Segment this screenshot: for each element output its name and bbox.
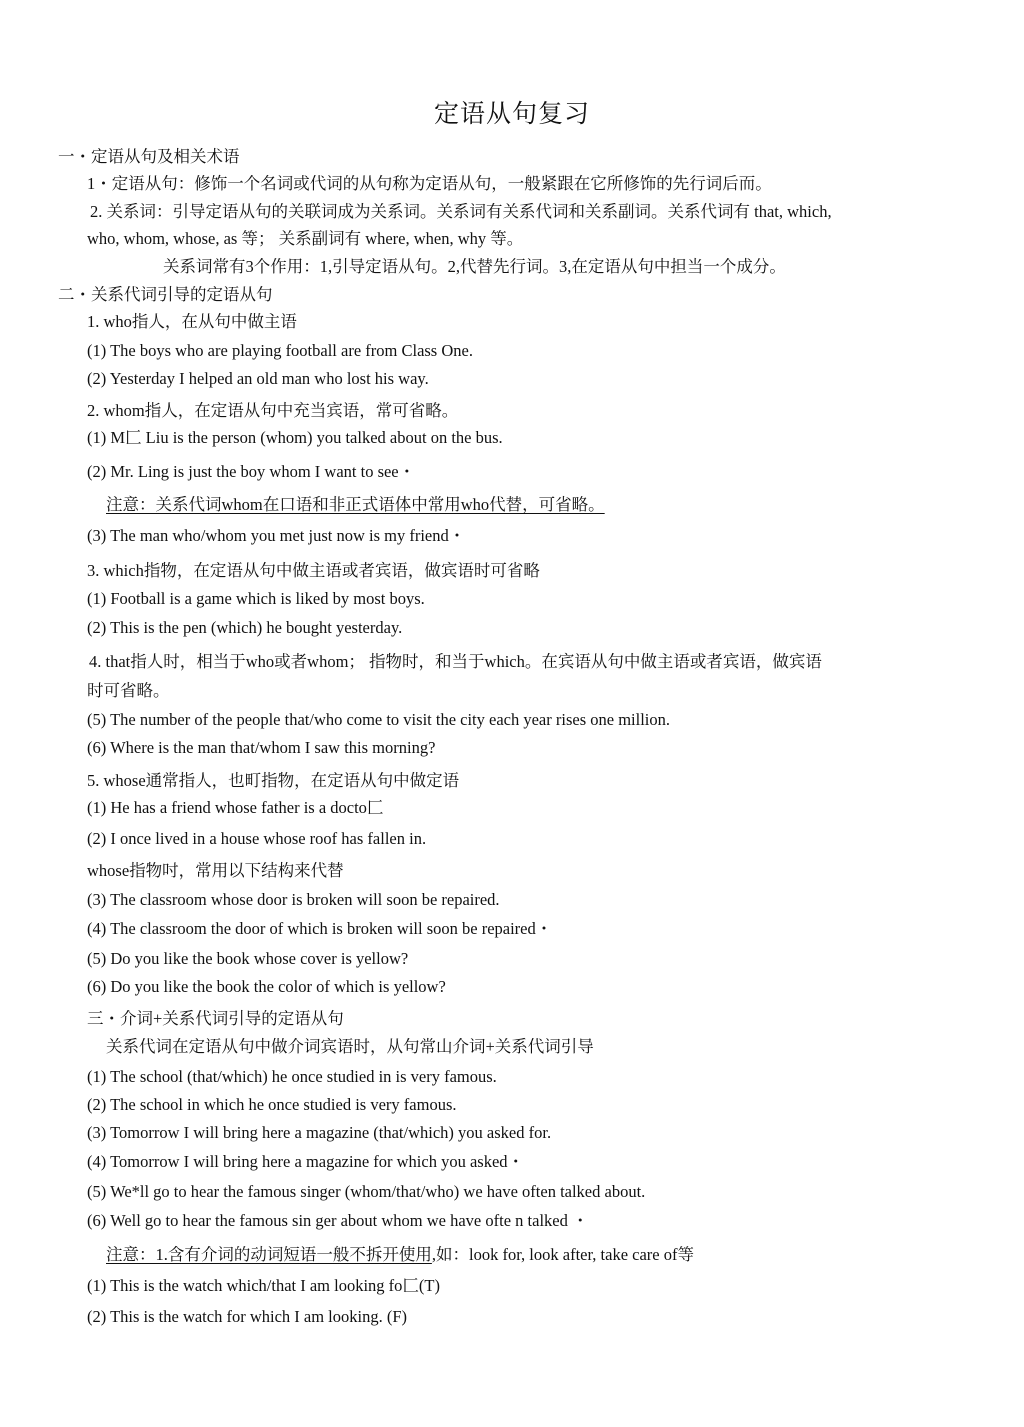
preposition-intro: 关系代词在定语从句中做介词宾语时，从句常山介词+关系代词引导 [106, 1037, 594, 1056]
that-rule-cont: 时可省略。 [87, 681, 170, 700]
whose-rule: 5. whose通常指人，也町指物，在定语从句中做定语 [87, 771, 460, 790]
whose-note: whose指物吋，常用以下结构来代替 [87, 861, 344, 880]
example-line: (4) Tomorrow I will bring here a magazine for which you asked・ [87, 1152, 525, 1171]
page-title: 定语从句复习 [433, 101, 590, 128]
example-line: (2) I once lived in a house whose roof has fallen in. [87, 829, 427, 848]
relative-word-text-cont: who, whom, whose, as 等； 关系副词有 where, when, why 等。 [87, 229, 524, 248]
example-line: (5) The number of the people that/who come to visit the city each year rises one million. [87, 710, 670, 729]
phrasal-verb-note-examples: ,如：look for, look after, take care of等 [431, 1245, 694, 1264]
example-line: (2) Mr. Ling is just the boy whom I want to see・ [87, 462, 416, 481]
who-rule: 1. who指人，在从句中做主语 [87, 312, 297, 331]
example-line: (1) This is the watch which/that I am looking fo匚(T) [87, 1276, 440, 1295]
example-line: (1) The school (that/which) he once studied in is very famous. [87, 1067, 497, 1086]
example-line: (1) The boys who are playing football are from Class One. [87, 341, 473, 360]
example-line: (5) We*ll go to hear the famous singer (whom/that/who) we have often talked about. [87, 1182, 646, 1201]
section-3-heading: 三・介词+关系代词引导的定语从句 [87, 1009, 344, 1028]
example-line: (5) Do you like the book whose cover is yellow? [87, 949, 409, 968]
section-1-heading: 一・定语从句及相关术语 [58, 147, 240, 166]
which-rule: 3. which指物，在定语从句中做主语或者宾语，做宾语时可省略 [87, 561, 540, 580]
whom-rule: 2. whom指人，在定语从句中充当宾语，常可省略。 [87, 401, 459, 420]
example-line: (6) Do you like the book the color of which is yellow? [87, 977, 446, 996]
example-line: (1) Football is a game which is liked by most boys. [87, 589, 425, 608]
example-line: (6) Well go to hear the famous sin ger about whom we have ofte n talked ・ [87, 1211, 589, 1230]
definition-clause-text: 1・定语从句：修饰一个名词或代词的从句称为定语从句，一般紧跟在它所修饰的先行词后而。 [87, 174, 772, 193]
example-line: (2) Yesterday I helped an old man who lost his way. [87, 369, 429, 388]
that-rule: 4. that指人时，相当于who或者whom； 指物时，和当于which。在宾语从句中做主语或者宾语，做宾语 [89, 652, 822, 671]
whom-note: 注意：关系代词whom在口语和非正式语体中常用who代替，可省略。 [106, 495, 605, 514]
example-line: (1) He has a friend whose father is a docto匚 [87, 798, 384, 817]
example-line: (1) M匚 Liu is the person (whom) you talked about on the bus. [87, 428, 503, 447]
example-line: (4) The classroom the door of which is broken will soon be repaired・ [87, 919, 553, 938]
example-line: (3) The classroom whose door is broken will soon be repaired. [87, 890, 500, 909]
phrasal-verb-note-underlined: 注意：1.含有介词的动词短语一般不拆开使用 [106, 1245, 432, 1264]
example-line: (3) Tomorrow I will bring here a magazine (that/which) you asked for. [87, 1123, 552, 1142]
phrasal-verb-note [106, 1244, 694, 1266]
relative-word-text: 2. 关系词：引导定语从句的关联词成为关系词。关系词有关系代词和关系副词。关系代词有 that, which, [90, 202, 832, 221]
section-2-heading: 二・关系代词引导的定语从句 [58, 285, 273, 304]
example-line: (2) The school in which he once studied is very famous. [87, 1095, 457, 1114]
relative-word-functions: 关系词常有3个作用：1,引导定语从句。2,代替先行词。3,在定语从句中担当一个成分。 [163, 257, 786, 276]
example-line: (2) This is the pen (which) he bought yesterday. [87, 618, 403, 637]
example-line: (6) Where is the man that/whom I saw this morning? [87, 738, 436, 757]
example-line: (3) The man who/whom you met just now is my friend・ [87, 526, 466, 545]
example-line: (2) This is the watch for which I am looking. (F) [87, 1307, 408, 1326]
